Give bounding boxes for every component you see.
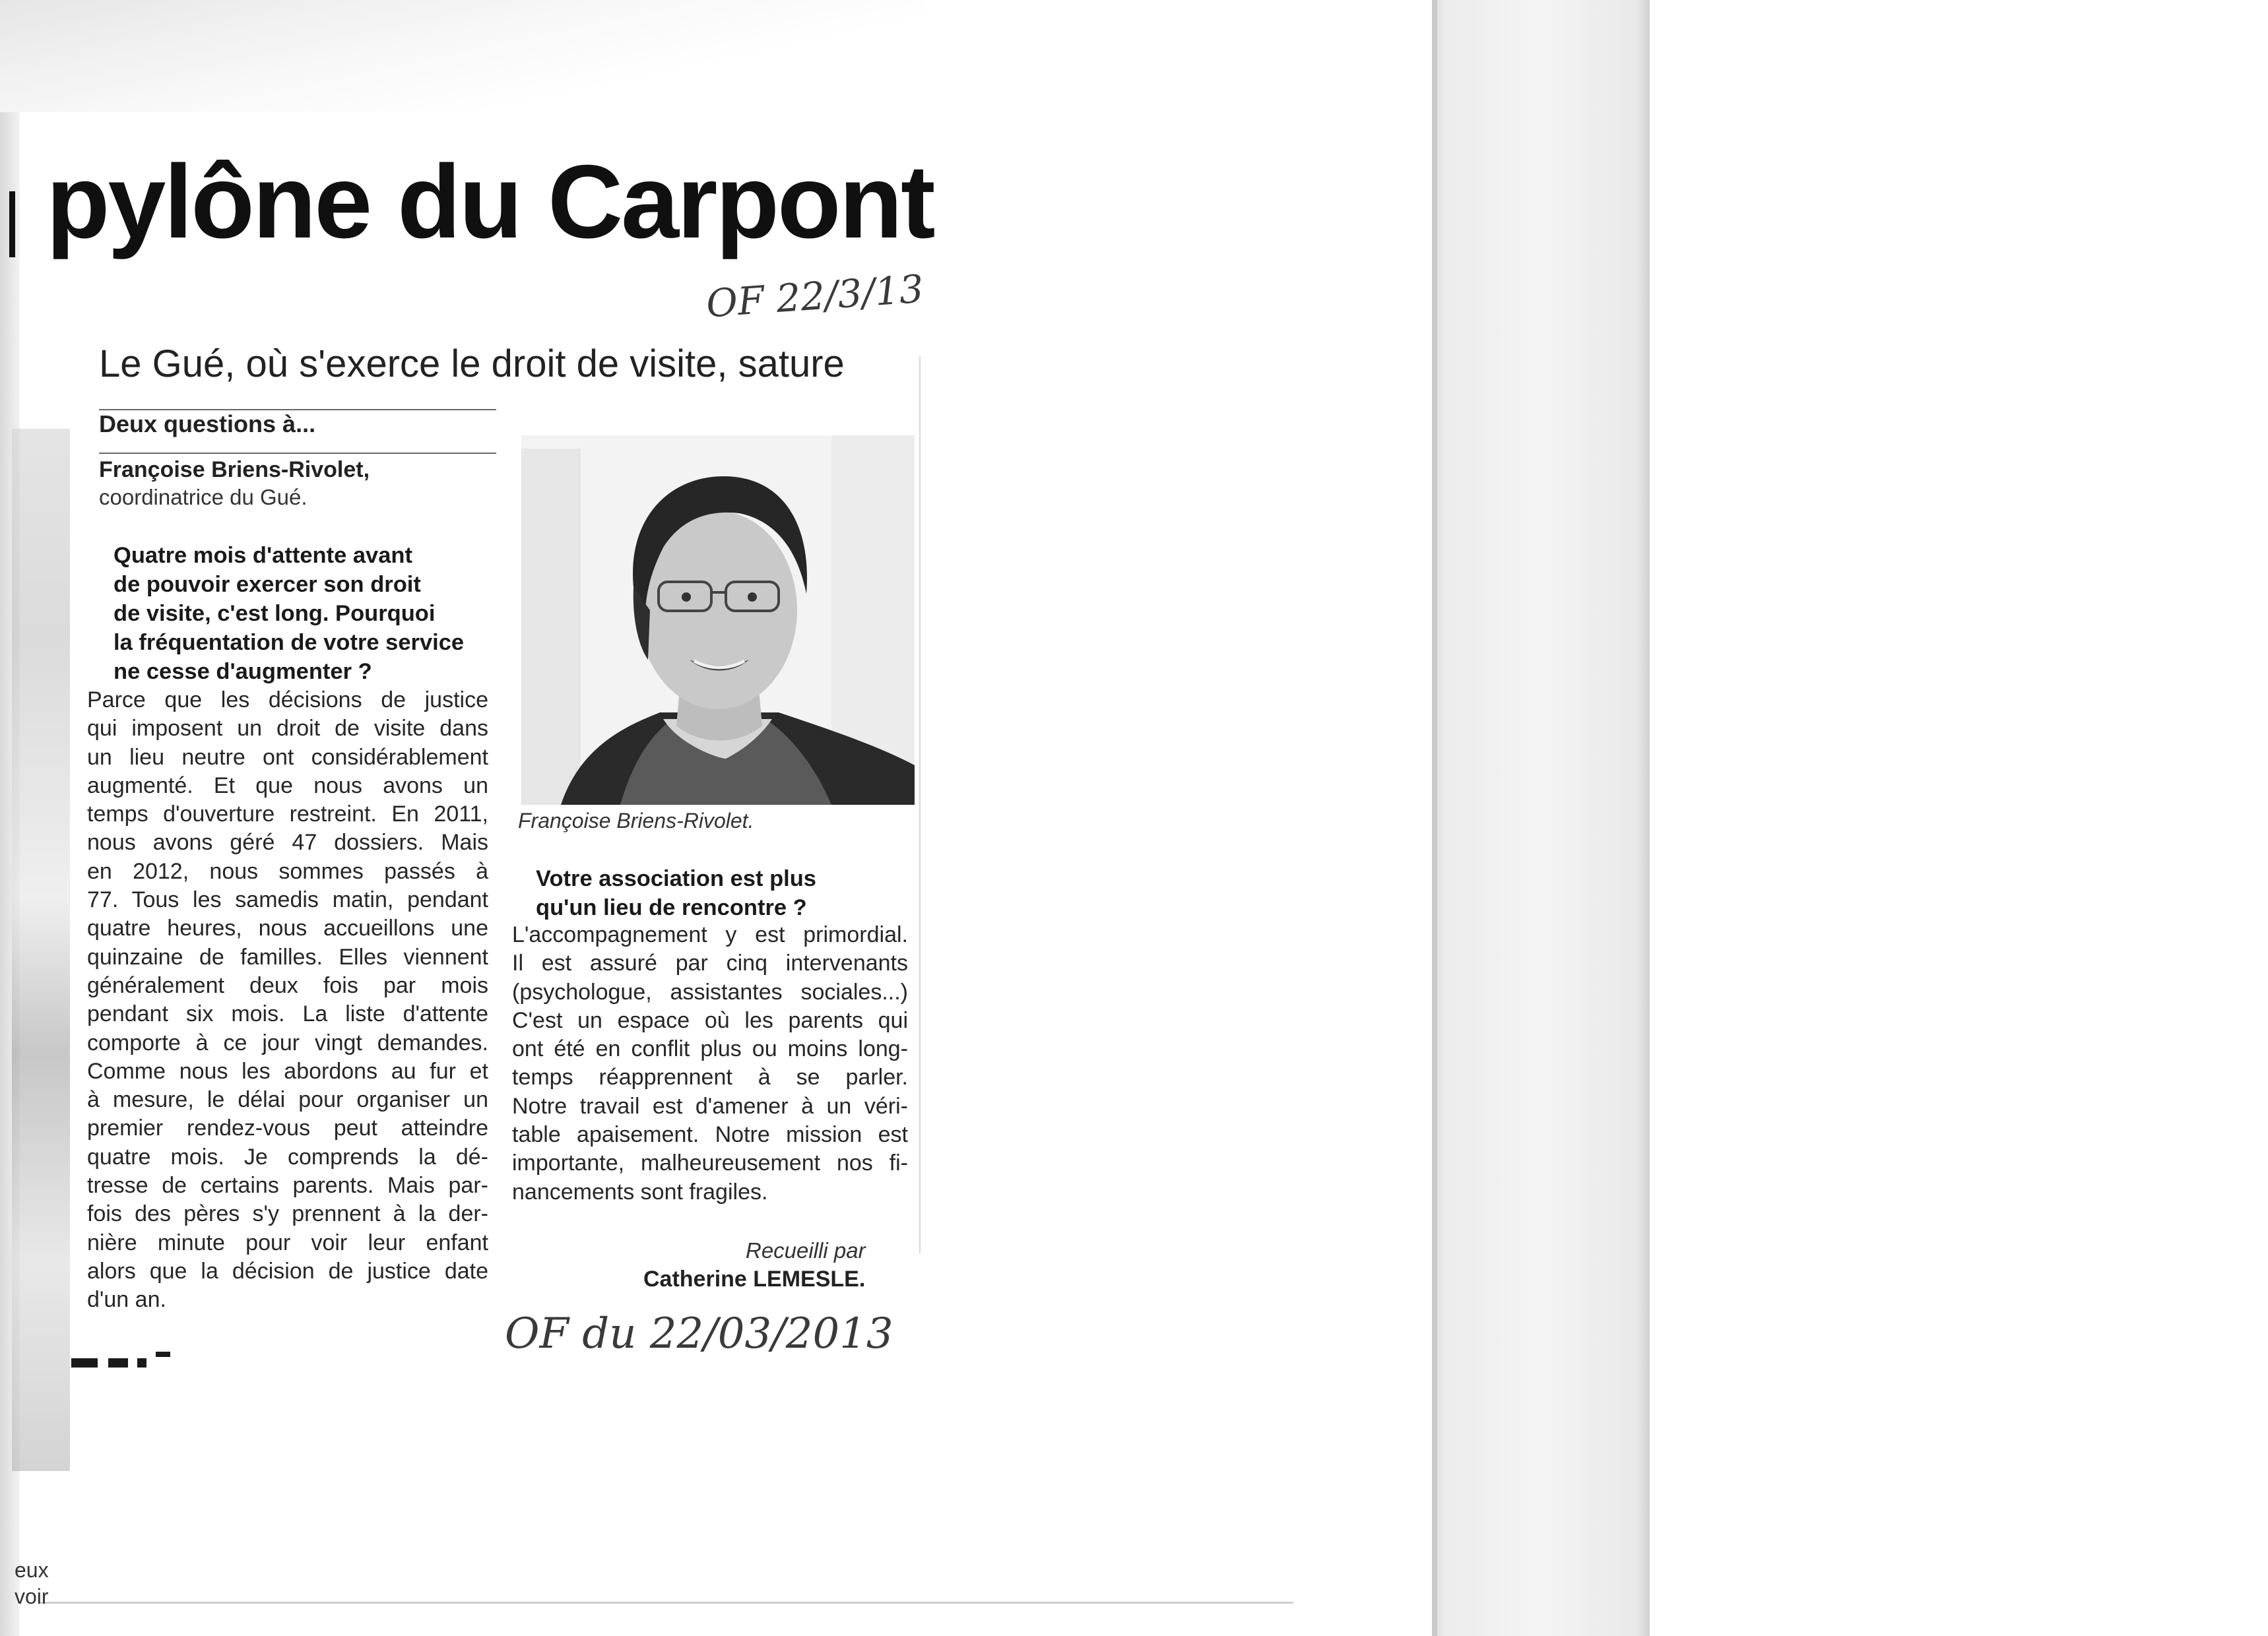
column-divider (919, 356, 921, 1253)
scanner-seam (1432, 0, 1650, 1636)
scanner-seam-line (1432, 0, 1437, 1636)
interviewee-role: coordinatrice du Gué. (99, 485, 308, 509)
answer-line: temps d'ouverture restreint. En 2011, (87, 802, 488, 827)
answer-line: Comme nous les abordons au fur et (87, 1058, 488, 1084)
interviewee-portrait (521, 435, 915, 805)
cut-off-text (15, 1557, 49, 1610)
answer-line: en 2012, nous sommes passés à (87, 858, 488, 884)
question-line: de pouvoir exercer son droit (113, 572, 421, 597)
credit-author: Catherine LEMESLE. (643, 1267, 866, 1292)
cut-off-line: voir (15, 1585, 49, 1608)
cut-next-heading (71, 1349, 183, 1373)
answer-line: 77. Tous les samedis matin, pendant (87, 887, 488, 913)
question-line: la fréquentation de votre service (113, 630, 465, 655)
scan-top-edge (0, 0, 924, 112)
credit-lead: Recueilli par (746, 1238, 866, 1263)
answer-line: importante, malheureusement nos fi- (512, 1150, 908, 1176)
article-headline: pylône du Carpont (46, 144, 934, 260)
answer-line: qui imposent un droit de visite dans (87, 716, 488, 741)
answer-line: (psychologue, assistantes sociales...) (512, 979, 908, 1005)
answer-line: temps réapprennent à se parler. (512, 1065, 908, 1090)
answer-line: généralement deux fois par mois (87, 972, 488, 998)
answer-2 (512, 921, 908, 1207)
question-2 (536, 864, 816, 922)
answer-line: Parce que les décisions de justice (87, 687, 488, 712)
answer-line: tresse de certains parents. Mais par- (87, 1173, 488, 1199)
answer-line: nancements sont fragiles. (512, 1179, 768, 1205)
article-subheadline: Le Gué, où s'exerce le droit de visite, sature (99, 342, 845, 385)
answer-line: ont été en conflit plus ou moins long- (512, 1036, 908, 1062)
answer-line: Notre travail est d'amener à un véri- (512, 1093, 908, 1119)
question-1 (113, 541, 464, 686)
handwritten-date-bottom: OF du 22/03/2013 (505, 1309, 893, 1358)
answer-line: quinzaine de familles. Elles viennent (87, 944, 488, 970)
answer-line: nous avons géré 47 dossiers. Mais (87, 830, 488, 856)
question-line: Votre association est plus (536, 866, 816, 891)
answer-line: nière minute pour voir leur enfant (87, 1230, 488, 1255)
photo-caption: Françoise Briens-Rivolet. (518, 809, 754, 833)
portrait-drawing (521, 435, 915, 805)
interview-kicker: Deux questions à... (99, 410, 316, 437)
answer-line: comporte à ce jour vingt demandes. (87, 1030, 488, 1055)
question-line: ne cesse d'augmenter ? (113, 659, 372, 684)
interviewee-name: Françoise Briens-Rivolet, (99, 457, 370, 482)
answer-line: C'est un espace où les parents qui (512, 1007, 908, 1033)
cut-neighbour-photo (12, 429, 70, 1471)
question-line: Quatre mois d'attente avant (113, 543, 412, 568)
kicker-bottom-rule (99, 453, 496, 454)
answer-line: un lieu neutre ont considérablement (87, 744, 488, 770)
answer-line: pendant six mois. La liste d'attente (87, 1001, 488, 1027)
answer-line: augmenté. Et que nous avons un (87, 772, 488, 798)
answer-line: quatre heures, nous accueillons une (87, 916, 488, 941)
answer-line: fois des pères s'y prennent à la der- (87, 1201, 488, 1227)
question-line: de visite, c'est long. Pourquoi (113, 601, 436, 626)
cut-off-line: eux (15, 1558, 49, 1582)
answer-1 (87, 686, 488, 1315)
handwritten-date-top: OF 22/3/13 (705, 266, 925, 327)
answer-line: L'accompagnement y est primordial. (512, 922, 908, 947)
headline-cut-letter (9, 191, 15, 257)
question-line: qu'un lieu de rencontre ? (536, 895, 807, 920)
answer-line: d'un an. (87, 1287, 166, 1313)
page-bottom-edge (40, 1602, 1293, 1604)
answer-line: à mesure, le délai pour organiser un (87, 1087, 488, 1113)
answer-line: alors que la décision de justice date (87, 1258, 488, 1284)
answer-line: premier rendez-vous peut atteindre (87, 1116, 488, 1141)
answer-line: table apaisement. Notre mission est (512, 1122, 908, 1148)
answer-line: quatre mois. Je comprends la dé- (87, 1144, 488, 1170)
answer-line: Il est assuré par cinq intervenants (512, 951, 908, 976)
